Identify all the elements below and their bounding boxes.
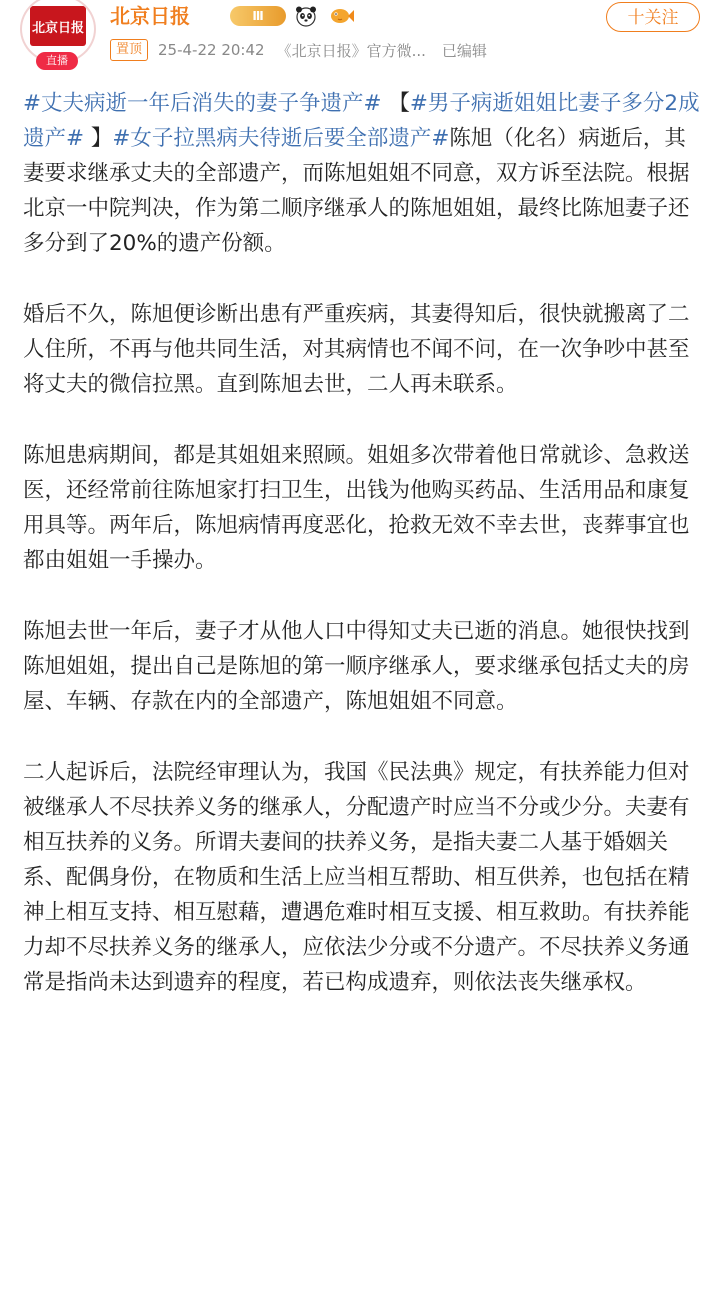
hashtag-link[interactable]: #男子病逝姐姐比妻子多分2成遗产# [23, 91, 700, 151]
paragraph-text: 陈旭（化名）病逝后，其妻要求继承丈夫的全部遗产，而陈旭姐姐不同意，双方诉至法院。根据北京一中院判决，作为第二顺序继承人的陈旭姐姐，最终比陈旭妻子还多分到了20%的遗产份额。 [23, 126, 690, 256]
post-paragraph-1 [23, 86, 701, 261]
fish-icon [328, 4, 354, 28]
post-body [23, 86, 701, 1000]
hashtag-link[interactable]: #丈夫病逝一年后消失的妻子争遗产# [23, 91, 382, 116]
post-paragraph-5: 二人起诉后，法院经审理认为，我国《民法典》规定，有扶养能力但对被继承人不尽扶养义务的继承人，分配遗产时应当不分或少分。夫妻有相互扶养的义务。所谓夫妻间的扶养义务，是指夫妻二人基于婚姻关系、配偶身份，在物质和生活上应当相互帮助、相互供养，也包括在精神上相互支持、相互慰藉，遭遇危难时相互支援、相互救助。有扶养能力却不尽扶养义务的继承人，应依法少分或不分遗产。不尽扶养义务通常是指尚未达到遗弃的程度，若已构成遗弃，则依法丧失继承权。 [23, 760, 690, 995]
edited-label[interactable]: 已编辑 [441, 41, 487, 60]
post-paragraph-3: 陈旭患病期间，都是其姐姐来照顾。姐姐多次带着他日常就诊、急救送医，还经常前往陈旭家打扫卫生，出钱为他购买药品、生活用品和康复用具等。两年后，陈旭病情再度恶化，抢救无效不幸去世，丧葬事宜也都由姐姐一手操办。 [23, 443, 690, 573]
post-source[interactable]: 《北京日报》官方微... [276, 41, 426, 60]
panda-icon [294, 4, 318, 28]
post-paragraph-4: 陈旭去世一年后，妻子才从他人口中得知丈夫已逝的消息。她很快找到陈旭姐姐，提出自己是陈旭的第一顺序继承人，要求继承包括丈夫的房屋、车辆、存款在内的全部遗产，陈旭姐姐不同意。 [23, 619, 690, 714]
username[interactable]: 北京日报 [110, 4, 190, 28]
bracket-open: 【 [381, 91, 410, 116]
post-time: 25-4-22 20:42 [158, 41, 265, 59]
bracket-close: 】 [84, 126, 113, 151]
follow-button[interactable]: 十关注 [606, 2, 700, 32]
hashtag-link[interactable]: #女子拉黑病夫待逝后要全部遗产# [112, 126, 450, 151]
avatar[interactable] [14, 0, 98, 72]
post-paragraph-2: 婚后不久，陈旭便诊断出患有严重疾病，其妻得知后，很快就搬离了二人住所，不再与他共同生活，对其病情也不闻不问，在一次争吵中甚至将丈夫的微信拉黑。直到陈旭去世，二人再未联系。 [23, 302, 690, 397]
pinned-badge: 置顶 [110, 39, 148, 61]
post-meta [110, 38, 487, 62]
post-header [0, 0, 720, 80]
live-badge[interactable]: 直播 [36, 52, 78, 70]
avatar-logo: 北京日报 [30, 6, 86, 46]
membership-badge[interactable]: Ⅲ [230, 6, 286, 26]
